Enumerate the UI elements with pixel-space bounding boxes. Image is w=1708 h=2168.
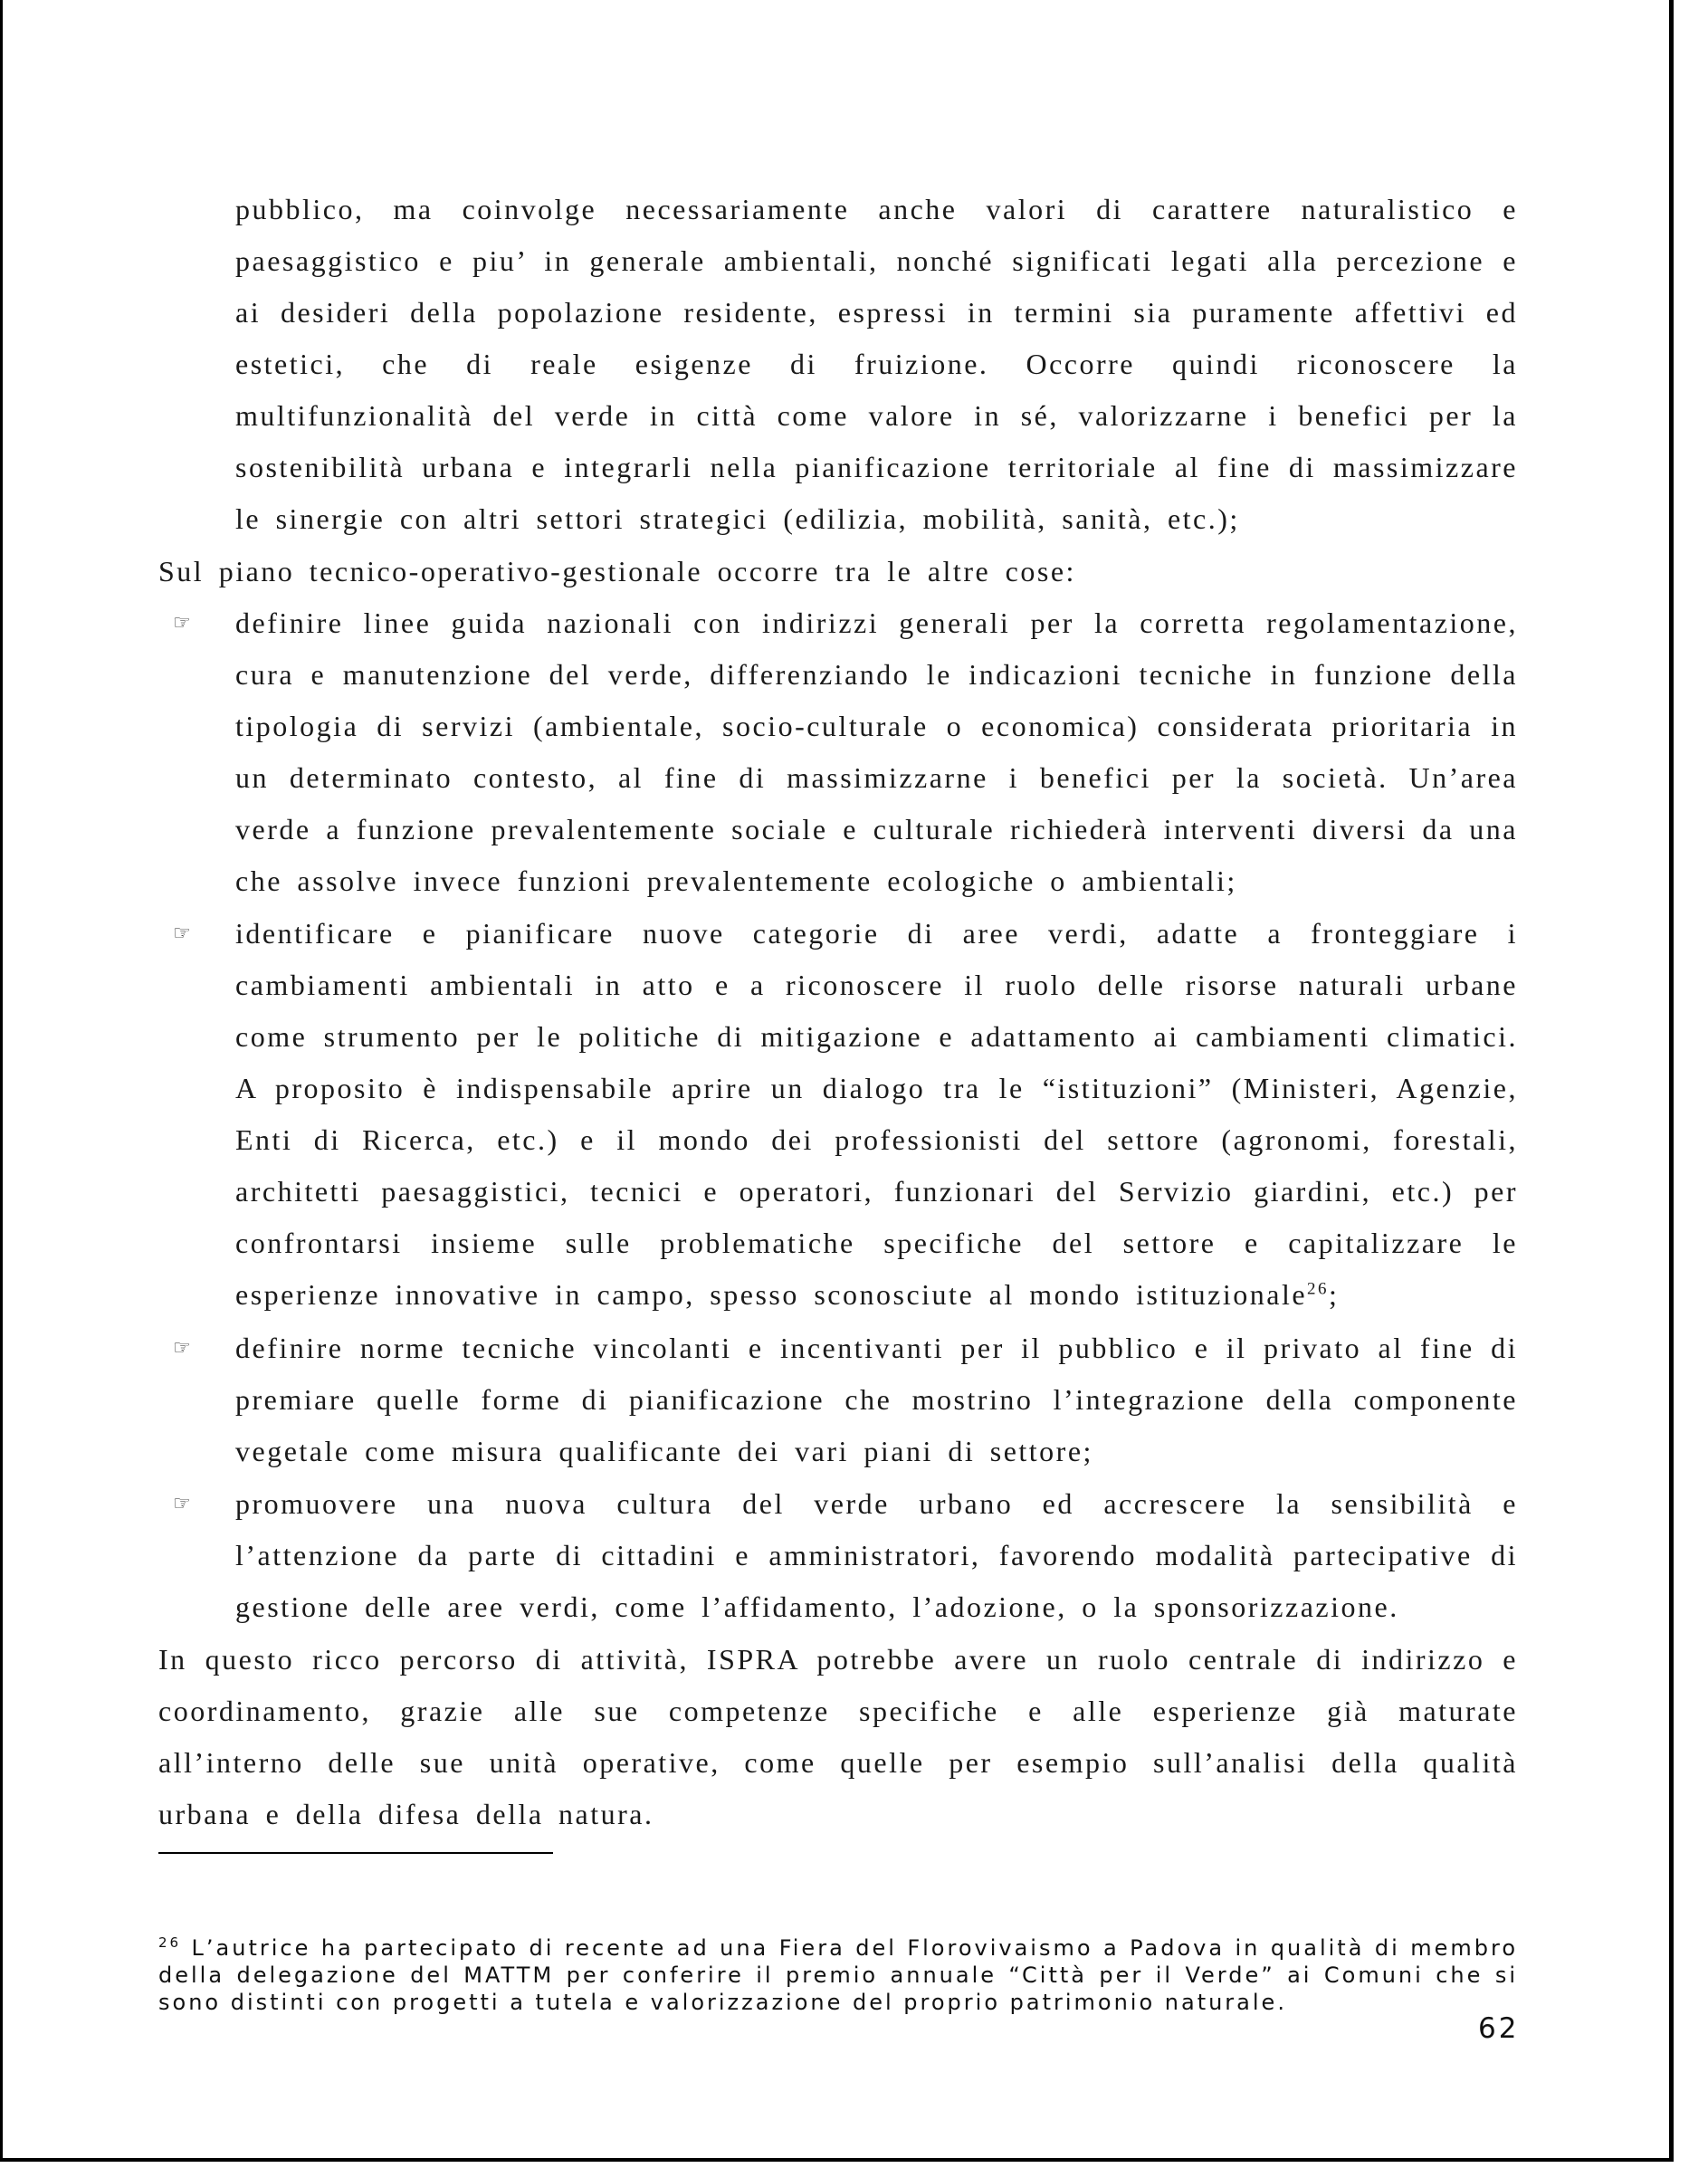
intro-line: Sul piano tecnico-operativo-gestionale occorre tra le altre cose: (158, 555, 1076, 587)
footnote-text: L’autrice ha partecipato di recente ad una Fiera del Florovivaismo a Padova in qualità di membro della delegazione del MATTM per conferire il premio annuale “Città per il Verde” ai Comuni che si sono distinti con progetti a tutela e valorizzazione del proprio patrimonio naturale. (158, 1935, 1518, 2015)
bullet-item-2 (235, 908, 1518, 1321)
pointing-hand-icon: ☞ (173, 922, 191, 945)
bullet-item-2-tail: ; (1329, 1278, 1340, 1311)
bullet-item-1: definire linee guida nazionali con indirizzi generali per la corretta regolamentazione, cura e manutenzione del verde, differenziando le indicazioni tecniche in funzione della tipologia di servizi (ambientale, socio-culturale o economica) considerata prioritaria in un determinato contesto, al fine di massimizzarne i benefici per la società. Un’area verde a funzione prevalentemente sociale e culturale richiederà interventi diversi da una che assolve invece funzioni prevalentemente ecologiche o ambientali; (235, 606, 1518, 897)
pointing-hand-icon: ☞ (173, 612, 191, 635)
closing-paragraph: In questo ricco percorso di attività, ISPRA potrebbe avere un ruolo centrale di indirizzo e coordinamento, grazie alle sue competenze specifiche e alle esperienze già maturate all’interno delle sue unità operative, come quelle per esempio sull’analisi della qualità urbana e della difesa della natura. (158, 1643, 1518, 1830)
footnote (158, 1934, 1518, 2016)
continued-paragraph: pubblico, ma coinvolge necessariamente anche valori di carattere naturalistico e paesaggistico e piu’ in generale ambientali, nonché significati legati alla percezione e ai desideri della popolazione residente, espressi in termini sia puramente affettivi ed estetici, che di reale esigenze di fruizione. Occorre quindi riconoscere la multifunzionalità del verde in città come valore in sé, valorizzarne i benefici per la sostenibilità urbana e integrarli nella pianificazione territoriale al fine di massimizzare le sinergie con altri settori strategici (edilizia, mobilità, sanità, etc.); (235, 193, 1518, 535)
page-number: 62 (1478, 2012, 1520, 2045)
footnote-number: 26 (158, 1934, 182, 1951)
footnote-separator (158, 1852, 553, 1854)
pointing-hand-icon: ☞ (173, 1493, 191, 1515)
footnote-ref[interactable]: 26 (1307, 1279, 1330, 1299)
pointing-hand-icon: ☞ (173, 1337, 191, 1360)
bullet-item-4: promuovere una nuova cultura del verde urbano ed accrescere la sensibilità e l’attenzione da parte di cittadini e amministratori, favorendo modalità partecipative di gestione delle aree verdi, come l’affidamento, l’adozione, o la sponsorizzazione. (235, 1487, 1518, 1623)
bullet-item-3: definire norme tecniche vincolanti e incentivanti per il pubblico e il privato al fine di premiare quelle forme di pianificazione che mostrino l’integrazione della componente vegetale come misura qualificante dei vari piani di settore; (235, 1332, 1518, 1467)
bullet-item-2-text: identificare e pianificare nuove categorie di aree verdi, adatte a fronteggiare i cambiamenti ambientali in atto e a riconoscere il ruolo delle risorse naturali urbane come strumento per le politiche di mitigazione e adattamento ai cambiamenti climatici. A proposito è indispensabile aprire un dialogo tra le “istituzioni” (Ministeri, Agenzie, Enti di Ricerca, etc.) e il mondo dei professionisti del settore (agronomi, forestali, architetti paesaggistici, tecnici e operatori, funzionari del Servizio giardini, etc.) per confrontarsi insieme sulle problematiche specifiche del settore e capitalizzare le esperienze innovative in campo, spesso sconosciute al mondo istituzionale (235, 917, 1518, 1311)
